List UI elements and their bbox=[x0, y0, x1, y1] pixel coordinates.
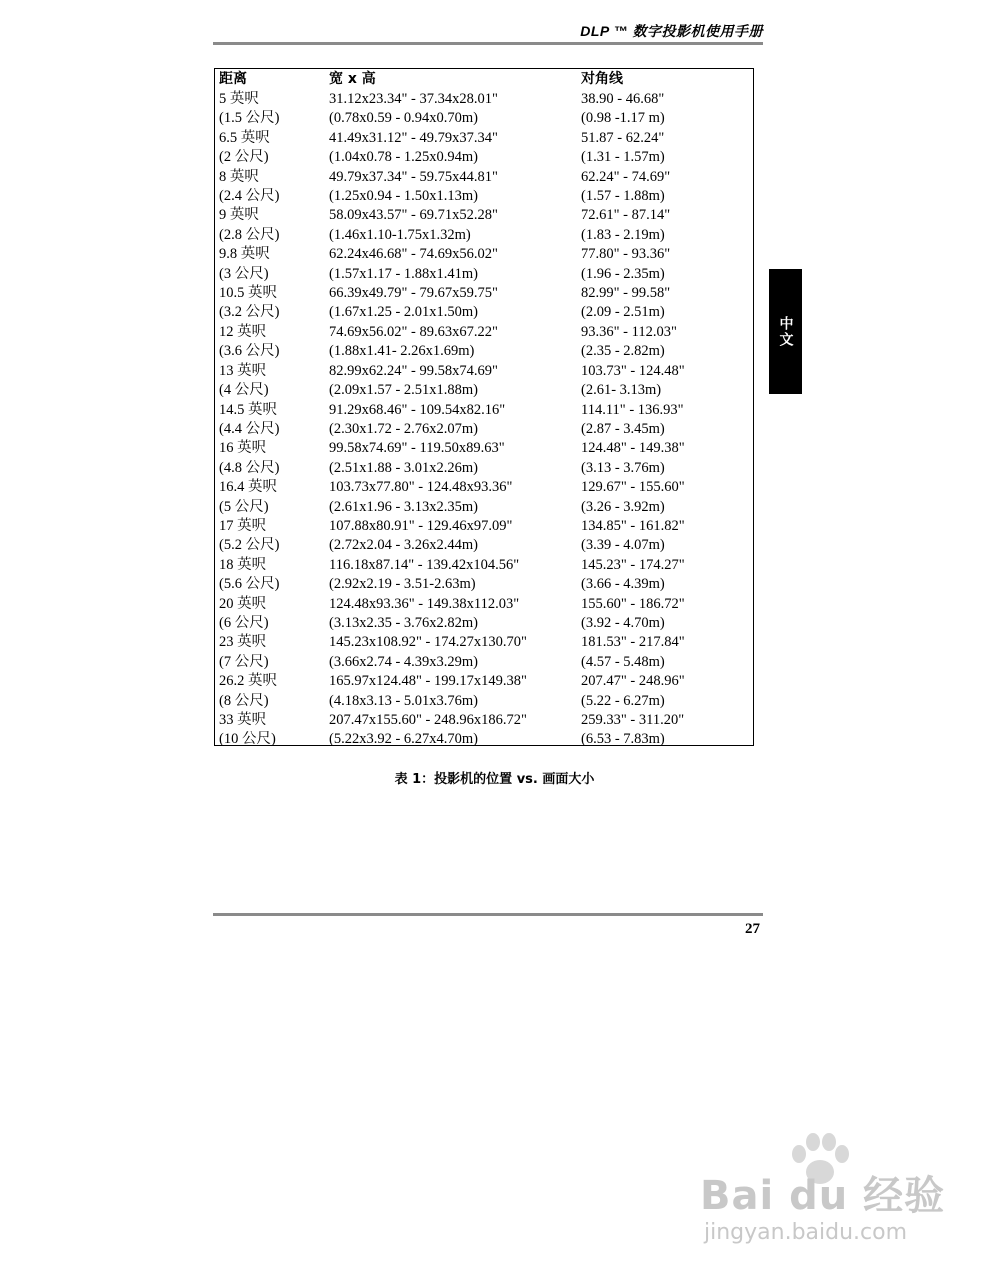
cell-diagonal: (0.98 -1.17 m) bbox=[581, 110, 665, 127]
cell-width-height: 41.49x31.12" - 49.79x37.34" bbox=[329, 129, 498, 146]
cell-diagonal: 103.73" - 124.48" bbox=[581, 362, 685, 379]
table-row bbox=[219, 672, 749, 691]
cell-width-height: 165.97x124.48" - 199.17x149.38" bbox=[329, 673, 527, 690]
cell-width-height: (1.04x0.78 - 1.25x0.94m) bbox=[329, 149, 479, 166]
cell-width-height: (1.57x1.17 - 1.88x1.41m) bbox=[329, 265, 479, 282]
cell-diagonal: 207.47" - 248.96" bbox=[581, 673, 685, 690]
table-row bbox=[219, 265, 749, 284]
cell-diagonal: (2.87 - 3.45m) bbox=[581, 420, 665, 437]
cell-width-height: (3.13x2.35 - 3.76x2.82m) bbox=[329, 614, 479, 631]
cell-distance: (6 公尺) bbox=[219, 614, 269, 631]
table-header-row bbox=[219, 69, 749, 90]
cell-diagonal: 38.90 - 46.68" bbox=[581, 91, 665, 107]
cell-diagonal: (1.96 - 2.35m) bbox=[581, 265, 665, 282]
cell-diagonal: 145.23" - 174.27" bbox=[581, 556, 685, 573]
table-row bbox=[219, 692, 749, 711]
cell-width-height: (2.92x2.19 - 3.51-2.63m) bbox=[329, 576, 476, 593]
table-row bbox=[219, 245, 749, 264]
cell-diagonal: 77.80" - 93.36" bbox=[581, 246, 671, 263]
table-row bbox=[219, 129, 749, 148]
language-tab-label: 中文 bbox=[777, 315, 794, 348]
table-row bbox=[219, 284, 749, 303]
table-body bbox=[219, 90, 749, 750]
cell-distance: (3.2 公尺) bbox=[219, 304, 280, 321]
table-row bbox=[219, 711, 749, 730]
cell-distance: 23 英呎 bbox=[219, 634, 267, 651]
table-row bbox=[219, 614, 749, 633]
cell-width-height: (1.67x1.25 - 2.01x1.50m) bbox=[329, 304, 479, 321]
cell-width-height: (1.25x0.94 - 1.50x1.13m) bbox=[329, 188, 479, 205]
column-header-width-height: 宽 x 高 bbox=[329, 70, 376, 87]
distance-size-table bbox=[214, 68, 754, 746]
cell-distance: 20 英呎 bbox=[219, 595, 267, 612]
cell-distance: (2.8 公尺) bbox=[219, 226, 280, 243]
cell-diagonal: (1.83 - 2.19m) bbox=[581, 226, 665, 243]
table-row bbox=[219, 381, 749, 400]
cell-diagonal: (3.66 - 4.39m) bbox=[581, 576, 665, 593]
cell-diagonal: (3.13 - 3.76m) bbox=[581, 459, 665, 476]
table-row bbox=[219, 342, 749, 361]
cell-width-height: 82.99x62.24" - 99.58x74.69" bbox=[329, 362, 498, 379]
cell-diagonal: (2.61- 3.13m) bbox=[581, 382, 662, 399]
cell-distance: (3.6 公尺) bbox=[219, 343, 280, 360]
cell-width-height: (2.61x1.96 - 3.13x2.35m) bbox=[329, 498, 479, 515]
table-row bbox=[219, 517, 749, 536]
cell-distance: (4 公尺) bbox=[219, 382, 269, 399]
cell-width-height: 103.73x77.80" - 124.48x93.36" bbox=[329, 479, 513, 496]
table-row bbox=[219, 633, 749, 652]
cell-diagonal: (1.31 - 1.57m) bbox=[581, 149, 665, 166]
cell-distance: (2 公尺) bbox=[219, 149, 269, 166]
language-tab bbox=[769, 269, 802, 394]
cell-distance: (3 公尺) bbox=[219, 265, 269, 282]
table-row bbox=[219, 323, 749, 342]
cell-width-height: (3.66x2.74 - 4.39x3.29m) bbox=[329, 653, 479, 670]
cell-width-height: 74.69x56.02" - 89.63x67.22" bbox=[329, 323, 498, 340]
cell-distance: 14.5 英呎 bbox=[219, 401, 277, 418]
table-row bbox=[219, 148, 749, 167]
cell-width-height: 91.29x68.46" - 109.54x82.16" bbox=[329, 401, 506, 418]
cell-width-height: 66.39x49.79" - 79.67x59.75" bbox=[329, 285, 498, 302]
table-row bbox=[219, 226, 749, 245]
cell-diagonal: (6.53 - 7.83m) bbox=[581, 731, 665, 748]
cell-width-height: 124.48x93.36" - 149.38x112.03" bbox=[329, 595, 520, 612]
table bbox=[219, 69, 749, 750]
cell-distance: (5 公尺) bbox=[219, 498, 269, 515]
cell-distance: 12 英呎 bbox=[219, 323, 267, 340]
header-title: DLP ™ 数字投影机使用手册 bbox=[580, 23, 763, 39]
column-header-distance: 距离 bbox=[219, 70, 247, 87]
cell-distance: 5 英呎 bbox=[219, 91, 259, 107]
cell-width-height: (2.30x1.72 - 2.76x2.07m) bbox=[329, 420, 479, 437]
table-row bbox=[219, 459, 749, 478]
column-header-diagonal: 对角线 bbox=[581, 70, 623, 87]
cell-width-height: 62.24x46.68" - 74.69x56.02" bbox=[329, 246, 498, 263]
cell-width-height: 49.79x37.34" - 59.75x44.81" bbox=[329, 168, 498, 185]
cell-diagonal: 93.36" - 112.03" bbox=[581, 323, 677, 340]
table-row bbox=[219, 420, 749, 439]
cell-width-height: 31.12x23.34" - 37.34x28.01" bbox=[329, 91, 498, 107]
table-row bbox=[219, 187, 749, 206]
cell-distance: 16.4 英呎 bbox=[219, 479, 277, 496]
cell-diagonal: (4.57 - 5.48m) bbox=[581, 653, 665, 670]
watermark bbox=[700, 1150, 960, 1250]
cell-width-height: (0.78x0.59 - 0.94x0.70m) bbox=[329, 110, 479, 127]
cell-diagonal: 134.85" - 161.82" bbox=[581, 517, 685, 534]
cell-width-height: (4.18x3.13 - 5.01x3.76m) bbox=[329, 692, 479, 709]
table-row bbox=[219, 168, 749, 187]
cell-distance: (10 公尺) bbox=[219, 731, 276, 748]
table-row bbox=[219, 478, 749, 497]
cell-width-height: (2.09x1.57 - 2.51x1.88m) bbox=[329, 382, 479, 399]
cell-diagonal: 259.33" - 311.20" bbox=[581, 712, 685, 728]
cell-distance: (1.5 公尺) bbox=[219, 110, 280, 127]
cell-diagonal: 181.53" - 217.84" bbox=[581, 634, 685, 651]
cell-distance: 18 英呎 bbox=[219, 556, 267, 573]
cell-diagonal: (2.09 - 2.51m) bbox=[581, 304, 665, 321]
cell-diagonal: (3.39 - 4.07m) bbox=[581, 537, 665, 554]
cell-width-height: (2.72x2.04 - 3.26x2.44m) bbox=[329, 537, 479, 554]
cell-width-height: (1.46x1.10-1.75x1.32m) bbox=[329, 226, 471, 243]
cell-width-height: 99.58x74.69" - 119.50x89.63" bbox=[329, 440, 505, 457]
cell-diagonal: 62.24" - 74.69" bbox=[581, 168, 671, 185]
header-rule bbox=[213, 42, 763, 45]
cell-diagonal: 155.60" - 186.72" bbox=[581, 595, 685, 612]
cell-diagonal: (3.26 - 3.92m) bbox=[581, 498, 665, 515]
table-row bbox=[219, 109, 749, 128]
table-row bbox=[219, 303, 749, 322]
footer-rule bbox=[213, 913, 763, 916]
cell-diagonal: (5.22 - 6.27m) bbox=[581, 692, 665, 709]
cell-distance: 13 英呎 bbox=[219, 362, 267, 379]
cell-width-height: 145.23x108.92" - 174.27x130.70" bbox=[329, 634, 527, 651]
cell-diagonal: (2.35 - 2.82m) bbox=[581, 343, 665, 360]
table-row bbox=[219, 556, 749, 575]
cell-distance: (4.8 公尺) bbox=[219, 459, 280, 476]
cell-width-height: (5.22x3.92 - 6.27x4.70m) bbox=[329, 731, 479, 748]
cell-distance: (5.6 公尺) bbox=[219, 576, 280, 593]
cell-distance: 26.2 英呎 bbox=[219, 673, 277, 690]
table-row bbox=[219, 439, 749, 458]
cell-distance: (4.4 公尺) bbox=[219, 420, 280, 437]
table-row bbox=[219, 536, 749, 555]
cell-distance: 16 英呎 bbox=[219, 440, 267, 457]
cell-width-height: 207.47x155.60" - 248.96x186.72" bbox=[329, 712, 527, 728]
cell-distance: 10.5 英呎 bbox=[219, 285, 277, 302]
cell-width-height: (1.88x1.41- 2.26x1.69m) bbox=[329, 343, 475, 360]
page-number: 27 bbox=[745, 921, 760, 937]
cell-diagonal: 124.48" - 149.38" bbox=[581, 440, 685, 457]
cell-distance: (5.2 公尺) bbox=[219, 537, 280, 554]
cell-distance: (7 公尺) bbox=[219, 653, 269, 670]
table-row bbox=[219, 595, 749, 614]
table-row bbox=[219, 498, 749, 517]
table-row bbox=[219, 653, 749, 672]
cell-distance: 8 英呎 bbox=[219, 168, 259, 185]
cell-diagonal: 129.67" - 155.60" bbox=[581, 479, 685, 496]
table-row bbox=[219, 90, 749, 109]
table-row bbox=[219, 401, 749, 420]
table-row bbox=[219, 575, 749, 594]
cell-diagonal: (3.92 - 4.70m) bbox=[581, 614, 665, 631]
cell-diagonal: 82.99" - 99.58" bbox=[581, 285, 671, 302]
cell-distance: 6.5 英呎 bbox=[219, 129, 270, 146]
cell-diagonal: 72.61" - 87.14" bbox=[581, 207, 671, 224]
table-row bbox=[219, 730, 749, 749]
cell-width-height: 116.18x87.14" - 139.42x104.56" bbox=[329, 556, 520, 573]
cell-width-height: (2.51x1.88 - 3.01x2.26m) bbox=[329, 459, 479, 476]
cell-distance: (2.4 公尺) bbox=[219, 188, 280, 205]
table-caption: 表 1：投影机的位置 vs. 画面大小 bbox=[394, 772, 595, 787]
cell-diagonal: 51.87 - 62.24" bbox=[581, 129, 665, 146]
cell-diagonal: 114.11" - 136.93" bbox=[581, 401, 684, 418]
cell-width-height: 107.88x80.91" - 129.46x97.09" bbox=[329, 517, 513, 534]
watermark-brand: Bai du 经验 bbox=[700, 1173, 946, 1219]
cell-distance: 17 英呎 bbox=[219, 517, 267, 534]
cell-distance: 9 英呎 bbox=[219, 207, 259, 224]
cell-distance: 33 英呎 bbox=[219, 712, 267, 728]
cell-diagonal: (1.57 - 1.88m) bbox=[581, 188, 665, 205]
table-row bbox=[219, 206, 749, 225]
cell-distance: (8 公尺) bbox=[219, 692, 269, 709]
cell-width-height: 58.09x43.57" - 69.71x52.28" bbox=[329, 207, 498, 224]
cell-distance: 9.8 英呎 bbox=[219, 246, 270, 263]
watermark-url: jingyan.baidu.com bbox=[704, 1220, 908, 1245]
table-row bbox=[219, 362, 749, 381]
